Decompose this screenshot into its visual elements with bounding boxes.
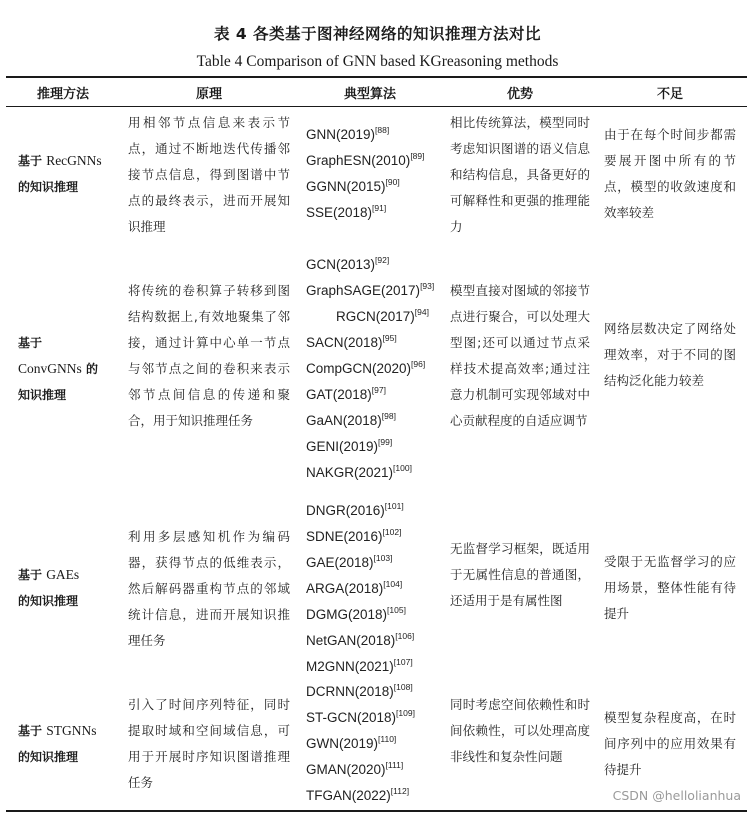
algorithm-item: SDNE(2016)[102] [306, 527, 402, 544]
row-principle: 引入了时间序列特征，同时提取时域和空间域信息，可用于开展时序知识图谱推理任务 [128, 697, 290, 790]
algorithm-item: GNN(2019)[88] [306, 125, 390, 142]
algorithm-item: GCN(2013)[92] [306, 255, 390, 272]
bottom-rule [6, 810, 747, 812]
algorithm-item: RGCN(2017)[94] [336, 307, 429, 324]
header-principle: 原理 [195, 87, 222, 102]
algorithm-item: GMAN(2020)[111] [306, 760, 404, 777]
algorithm-item: GGNN(2015)[90] [306, 177, 400, 194]
header-method: 推理方法 [36, 87, 89, 102]
row-method-stgnns: 基于 STGNNs 的知识推理 [18, 723, 97, 764]
algorithm-item: ARGA(2018)[104] [306, 579, 403, 596]
row-method-recgnns: 基于 RecGNNs 的知识推理 [18, 153, 102, 194]
row-principle: 利用多层感知机作为编码器，获得节点的低维表示，然后解码器重构节点的邻域统计信息，进而开展知识推理任务 [128, 529, 290, 648]
algorithm-item: GAE(2018)[103] [306, 553, 393, 570]
algorithm-item: DNGR(2016)[101] [306, 501, 404, 518]
algorithm-item: GWN(2019)[110] [306, 734, 397, 751]
algorithm-item: SSE(2018)[91] [306, 203, 387, 220]
row-advantage: 模型直接对图域的邻接节点进行聚合，可以处理大型图;还可以通过节点采样技术提高效率;通过注意力机制可实现邻域对中心贡献程度的自适应调节 [450, 283, 590, 428]
row-method-gaes: 基于 GAEs 的知识推理 [18, 567, 80, 608]
header-advantage: 优势 [506, 87, 533, 102]
row-advantage: 无监督学习框架，既适用于无属性信息的普通图，还适用于是有属性图 [450, 541, 590, 608]
algorithm-item: DCRNN(2018)[108] [306, 682, 413, 699]
algorithm-item: NAKGR(2021)[100] [306, 463, 412, 480]
algorithm-item: ST-GCN(2018)[109] [306, 708, 415, 725]
algorithm-item: M2GNN(2021)[107] [306, 657, 413, 674]
row-disadvantage: 受限于无监督学习的应用场景，整体性能有待提升 [604, 554, 736, 621]
header-disadvantage: 不足 [656, 87, 683, 102]
row-method-convgnns: 基于 ConvGNNs 的 知识推理 [18, 336, 98, 402]
row-disadvantage: 模型复杂程度高，在时间序列中的应用效果有待提升 [604, 710, 736, 777]
algorithm-item: DGMG(2018)[105] [306, 605, 406, 622]
algorithm-item: GraphSAGE(2017)[93] [306, 281, 435, 298]
row-advantage: 相比传统算法，模型同时考虑知识图谱的语义信息和结构信息，具备更好的可解释性和更强的推理能力 [450, 115, 590, 234]
algorithm-item: GaAN(2018)[98] [306, 411, 396, 428]
row-principle: 用相邻节点信息来表示节点，通过不断地迭代传播邻接节点信息，得到图谱中节点的最终表示，进而开展知识推理 [128, 115, 290, 234]
header-rule [6, 106, 747, 107]
algorithm-item: CompGCN(2020)[96] [306, 359, 426, 376]
table-title-chinese: 表 4 各类基于图神经网络的知识推理方法对比 [213, 25, 542, 43]
header-algorithms: 典型算法 [343, 87, 396, 102]
row-disadvantage: 由于在每个时间步都需要展开图中所有的节点，模型的收敛速度和效率较差 [604, 127, 736, 220]
algorithm-item: NetGAN(2018)[106] [306, 631, 415, 648]
algorithm-item: GAT(2018)[97] [306, 385, 386, 402]
algorithm-item: SACN(2018)[95] [306, 333, 397, 350]
row-algorithms [306, 498, 434, 680]
row-principle: 将传统的卷积算子转移到图结构数据上,有效地聚集了邻接，通过计算中心单一节点与邻节点之间的卷积来表示邻节点间信息的传递和聚合，用于知识推理任务 [128, 283, 290, 428]
algorithm-item: GraphESN(2010)[89] [306, 151, 425, 168]
algorithm-item: TFGAN(2022)[112] [306, 786, 410, 803]
row-advantage: 同时考虑空间依赖性和时间依赖性，可以处理高度非线性和复杂性问题 [450, 697, 590, 764]
row-algorithms [306, 122, 434, 226]
algorithm-item: GENI(2019)[99] [306, 437, 393, 454]
row-algorithms [306, 252, 434, 486]
table-title-english: Table 4 Comparison of GNN based KGreasoning methods [196, 53, 559, 70]
top-rule [6, 76, 747, 78]
row-disadvantage: 网络层数决定了网络处理效率，对于不同的图结构泛化能力较差 [604, 321, 736, 388]
csdn-watermark: CSDN @hellolianhua [612, 788, 741, 803]
row-algorithms [306, 679, 434, 809]
